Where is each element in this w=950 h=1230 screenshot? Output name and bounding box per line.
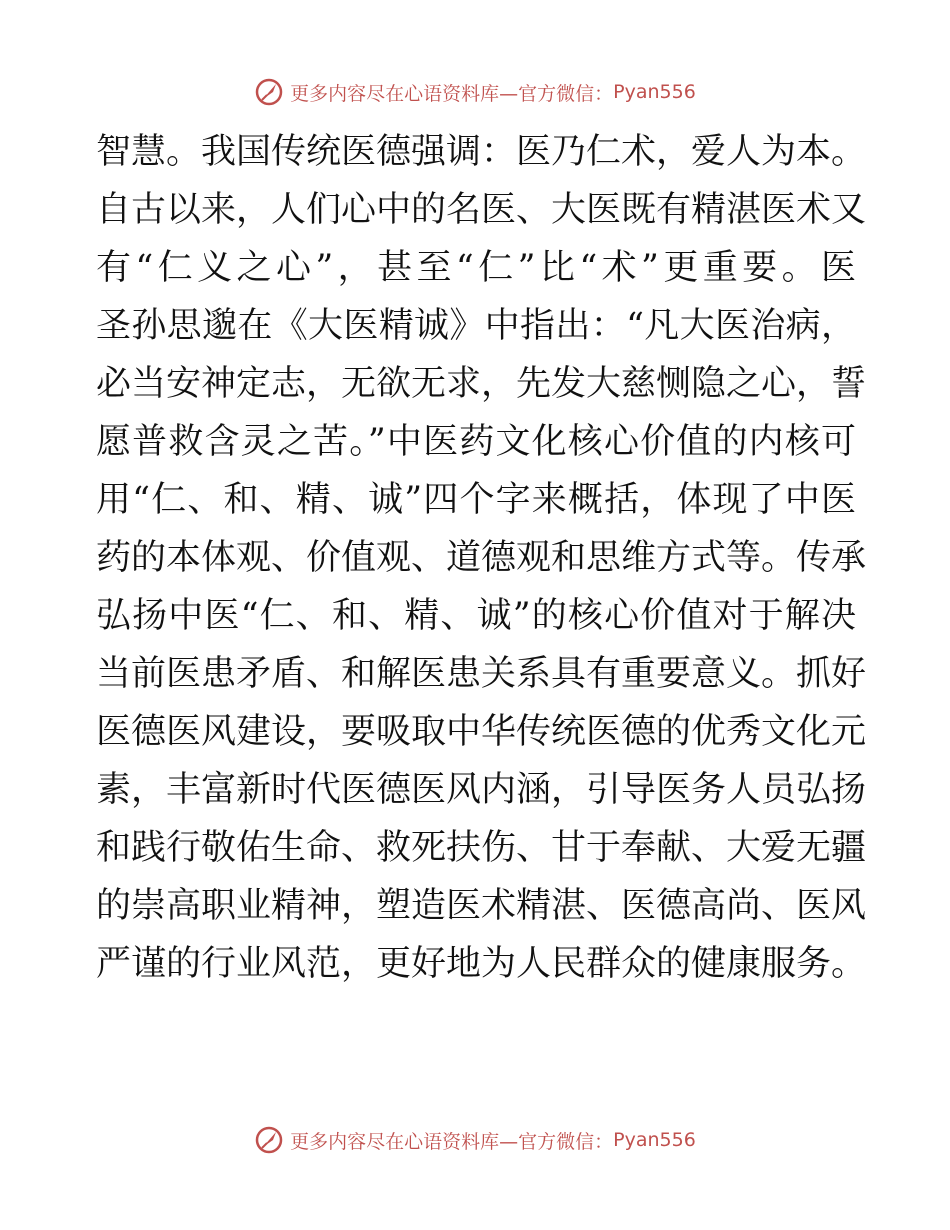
text-line: 的崇高职业精神，塑造医术精湛、医德高尚、医风 [96,886,867,926]
text-line: 智慧。我国传统医德强调：医乃仁术，爱人为本。 [96,132,867,172]
watermark-wechat-id: Pyan556 [613,1129,696,1151]
footer-watermark [0,1120,950,1160]
quill-logo-icon [254,77,284,107]
watermark-wechat-id: Pyan556 [613,81,696,103]
quill-logo-icon [254,1125,284,1155]
text-line: 药的本体观、价值观、道德观和思维方式等。传承 [96,538,867,578]
header-watermark [0,72,950,112]
text-line: 愿普救含灵之苦。”中医药文化核心价值的内核可 [96,422,856,462]
document-body [96,123,867,993]
text-line: 和践行敬佑生命、救死扶伤、甘于奉献、大爱无疆 [96,828,867,868]
text-line: 严谨的行业风范，更好地为人民群众的健康服务。 [96,944,867,984]
text-line: 弘扬中医“仁、和、精、诚”的核心价值对于解决 [96,596,856,636]
text-line: 自古以来，人们心中的名医、大医既有精湛医术又 [96,190,867,230]
watermark-text: 更多内容尽在心语资料库—官方微信： [290,82,614,105]
text-line: 医德医风建设，要吸取中华传统医德的优秀文化元 [96,712,867,752]
text-line: 有“仁义之心”，甚至“仁”比“术”更重要。医 [96,248,856,288]
watermark-text: 更多内容尽在心语资料库—官方微信： [290,1130,614,1153]
text-line: 必当安神定志，无欲无求，先发大慈恻隐之心，誓 [96,364,867,404]
text-line: 圣孙思邈在《大医精诚》中指出：“凡大医治病， [96,306,856,346]
text-line: 用“仁、和、精、诚”四个字来概括，体现了中医 [96,480,856,520]
text-line: 当前医患矛盾、和解医患关系具有重要意义。抓好 [96,654,867,694]
text-line: 素，丰富新时代医德医风内涵，引导医务人员弘扬 [96,770,867,810]
